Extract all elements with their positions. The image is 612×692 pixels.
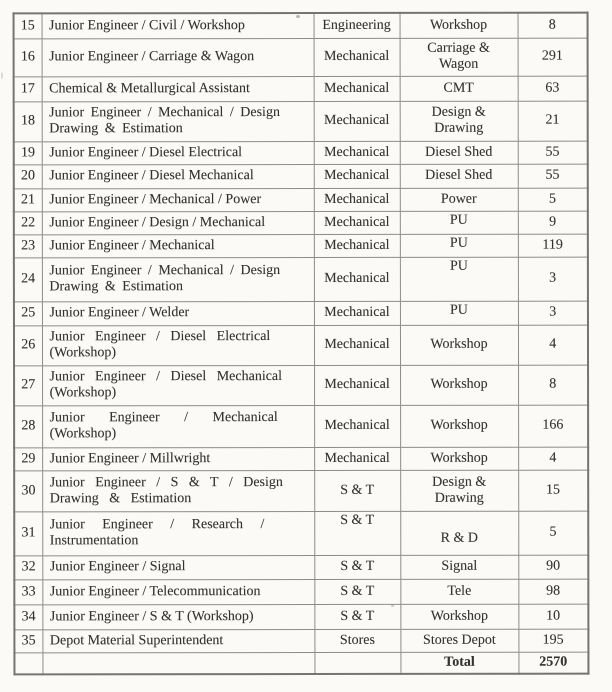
row-number-cell: 17 [14,76,42,101]
designation-cell: Junior Engineer / S & T / Design Drawing & Estimation [42,470,314,511]
department-cell: Mechanical [314,141,400,164]
department-cell: Mechanical [314,234,400,257]
table-row [14,164,588,189]
row-number-cell: 29 [14,447,42,470]
table-row [14,38,588,77]
row-number-cell [14,652,42,674]
section-cell: PU [400,257,518,301]
row-number-cell: 20 [14,164,42,188]
table-row [14,511,588,556]
department-cell: Mechanical [314,447,400,470]
table-row [14,325,588,366]
table-row [14,13,588,39]
section-cell: Design & Drawing [400,101,518,141]
table-row [14,234,588,258]
department-cell: Mechanical [314,405,400,447]
section-cell: Workshop [400,447,518,470]
count-cell: 90 [518,555,588,579]
section-cell: Diesel Shed [400,164,518,188]
section-cell: Workshop [400,13,518,38]
department-cell: Mechanical [314,301,400,325]
table-row [14,211,588,235]
count-cell: 3 [518,257,588,301]
department-cell: Mechanical [314,325,400,365]
section-cell: Workshop [400,604,518,629]
section-cell: Design & Drawing [400,470,518,511]
section-cell: PU [400,301,518,325]
designation-cell [42,652,314,674]
department-cell: S & T [314,470,400,511]
table-row [14,555,588,580]
table-row [14,365,588,406]
scanned-page [0,12,612,692]
row-number-cell: 30 [14,470,42,511]
table-row [14,141,588,165]
department-cell: Stores [314,629,400,652]
department-cell: Mechanical [314,164,400,188]
row-number-cell: 28 [14,405,42,447]
row-number-cell: 15 [14,13,42,38]
section-cell: Power [400,188,518,211]
section-cell: Workshop [400,405,518,447]
designation-cell: Junior Engineer / Design / Mechanical [42,211,314,234]
row-number-cell: 16 [14,38,42,76]
vacancy-table [13,12,590,676]
row-number-cell: 31 [14,511,42,555]
designation-cell: Chemical & Metallurgical Assistant [42,76,314,101]
count-cell: 9 [518,211,588,234]
designation-cell: Junior Engineer / Civil / Workshop [42,13,314,38]
section-cell: Workshop [400,365,518,405]
row-number-cell: 23 [14,234,42,257]
count-cell: 10 [518,604,588,629]
table-row [14,101,588,142]
designation-cell: Junior Engineer / Diesel Electrical (Workshop) [42,325,314,365]
count-cell: 195 [518,629,588,652]
count-cell: 55 [518,141,588,164]
count-cell: 8 [518,13,588,38]
department-cell: Mechanical [314,188,400,211]
section-cell: Total [400,652,518,674]
designation-cell: Junior Engineer / Millwright [42,447,314,470]
designation-cell: Junior Engineer / Welder [42,301,314,325]
count-cell: 98 [518,579,588,604]
count-cell: 5 [518,188,588,211]
designation-cell: Junior Engineer / Mechanical / Design Drawing & Estimation [42,101,314,141]
scan-speck [1,72,3,79]
count-cell: 15 [518,470,588,511]
count-cell: 291 [518,38,588,76]
count-cell: 55 [518,164,588,188]
designation-cell: Junior Engineer / Diesel Mechanical [42,164,314,188]
table-row [14,652,588,675]
table-body [14,13,589,675]
count-cell: 2570 [518,652,588,674]
count-cell: 63 [518,76,588,101]
count-cell: 4 [518,325,588,365]
count-cell: 4 [518,447,588,470]
designation-cell: Junior Engineer / Mechanical / Design Drawing & Estimation [42,257,314,301]
table-row [14,470,588,512]
department-cell: S & T [314,511,400,555]
row-number-cell: 25 [14,301,42,325]
table-row [14,76,588,102]
count-cell: 119 [518,234,588,257]
department-cell: Mechanical [314,38,400,76]
designation-cell: Junior Engineer / Signal [42,555,314,579]
department-cell: S & T [314,604,400,629]
designation-cell: Junior Engineer / Mechanical [42,234,314,257]
row-number-cell: 34 [14,604,42,629]
section-cell: PU [400,211,518,234]
table-row [14,188,588,212]
row-number-cell: 18 [14,101,42,141]
section-cell: Workshop [400,325,518,365]
designation-cell: Junior Engineer / Diesel Mechanical (Workshop) [42,365,314,405]
designation-cell: Junior Engineer / Telecommunication [42,579,314,604]
section-cell: PU [400,234,518,257]
department-cell: Mechanical [314,211,400,234]
section-cell: Signal [400,555,518,579]
department-cell: S & T [314,579,400,604]
section-cell: R & D [400,511,518,555]
count-cell: 8 [518,365,588,405]
department-cell: Mechanical [314,101,400,141]
table-row [14,447,588,471]
row-number-cell: 27 [14,365,42,405]
row-number-cell: 33 [14,579,42,604]
count-cell: 3 [518,301,588,325]
department-cell [314,652,400,674]
table-row [14,604,588,630]
department-cell: Engineering [314,13,400,38]
row-number-cell: 35 [14,629,42,652]
row-number-cell: 24 [14,257,42,301]
count-cell: 166 [518,405,588,447]
section-cell: Tele [400,579,518,604]
count-cell: 21 [518,101,588,141]
department-cell: Mechanical [314,365,400,405]
row-number-cell: 32 [14,555,42,579]
department-cell: S & T [314,555,400,579]
designation-cell: Junior Engineer / Diesel Electrical [42,141,314,164]
count-cell: 5 [518,511,588,555]
table-row [14,629,588,653]
table-row [14,405,588,448]
section-cell: Stores Depot [400,629,518,652]
row-number-cell: 26 [14,325,42,365]
department-cell: Mechanical [314,76,400,101]
department-cell: Mechanical [314,257,400,301]
section-cell: CMT [400,76,518,101]
designation-cell: Junior Engineer / Carriage & Wagon [42,38,314,76]
designation-cell: Junior Engineer / Research / Instrumentation [42,511,314,555]
row-number-cell: 21 [14,188,42,211]
designation-cell: Junior Engineer / Mechanical (Workshop) [42,405,314,447]
row-number-cell: 19 [14,141,42,164]
table-row [14,257,588,302]
table-row [14,301,588,326]
designation-cell: Junior Engineer / Mechanical / Power [42,188,314,211]
section-cell: Diesel Shed [400,141,518,164]
section-cell: Carriage & Wagon [400,38,518,76]
row-number-cell: 22 [14,211,42,234]
designation-cell: Depot Material Superintendent [42,629,314,652]
designation-cell: Junior Engineer / S & T (Workshop) [42,604,314,629]
table-row [14,579,588,605]
